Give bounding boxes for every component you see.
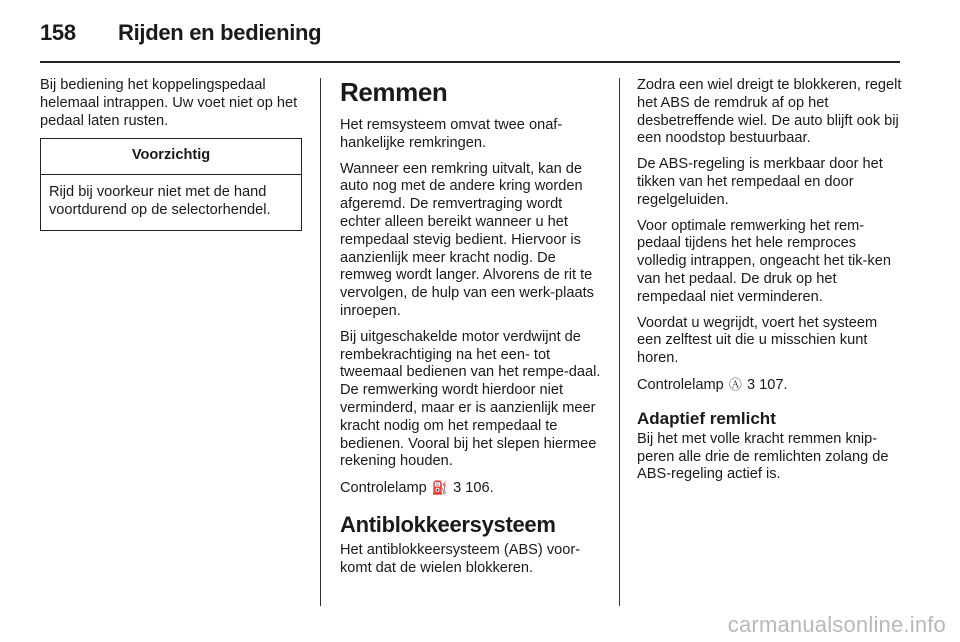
caution-body: Rijd bij voorkeur niet met de hand voortdurend op de selectorhendel. [49,184,271,218]
abs-lamp-icon: Ⓐ [728,376,742,392]
watermark: carmanualsonline.info [727,612,946,637]
brake-lamp-reference [340,479,604,498]
page-ref-arrow-icon: 3 [746,376,756,393]
page-number: 158 [40,20,76,45]
column-right [637,77,902,492]
column-divider-2 [619,78,620,606]
section-heading-abs: Antiblokkeersysteem [340,511,556,537]
adaptive-brake-light-paragraph: Bij het met volle kracht remmen knip-peren alle drie de remlichten zolang de ABS-regeling actief is. [637,430,889,483]
abs-paragraph-5: Voordat u wegrijdt, voert het systeem een zelftest uit die u misschien kunt horen. [637,314,878,367]
page-ref-number[interactable]: 107. [759,376,788,393]
lamp-label: Controlelamp [340,480,427,497]
section-heading-adaptive-brake-light: Adaptief remlicht [637,408,776,428]
brake-warning-lamp-icon: ⛽ [431,480,449,496]
brakes-paragraph-1: Het remsysteem omvat twee onaf-hankelijke remkringen. [340,117,563,151]
header-rule [40,61,900,63]
brakes-paragraph-3: Bij uitgeschakelde motor verdwijnt de rembekrachtiging na het een- tot tweemaal bedienen van het rempe-daal. De remwerking wordt hierdoor niet verminderd, maar er is aanzienlijk meer kracht nodig om het rempedaal te bedienen. Vooral bij het slepen hiermee rekening houden. [340,328,601,470]
page-title: Rijden en bediening [118,20,322,45]
brakes-paragraph-2: Wanneer een remkring uitvalt, kan de auto nog met de andere kring worden afgeremd. De remvertraging wordt echter alleen bereikt wanneer u het rempedaal stevig bedient. Hiervoor is aanzienlijk meer kracht nodig. De remweg wordt langer. Alvorens de rit te vervolgen, de hulp van een werk-plaats inroepen. [340,160,594,319]
abs-paragraph-3: De ABS-regeling is merkbaar door het tikken van het rempedaal en door regelgeluiden. [637,156,883,208]
caution-box [40,138,302,230]
column-middle [340,77,604,586]
abs-lamp-reference [637,376,902,395]
column-left [40,77,302,231]
caution-title: Voorzichtig [41,139,301,175]
page-header [40,20,900,60]
lamp-label: Controlelamp [637,376,724,393]
section-heading-remmen: Remmen [340,77,448,107]
abs-paragraph-1: Het antiblokkeersysteem (ABS) voor-komt dat de wielen blokkeren. [340,541,581,576]
clutch-paragraph: Bij bediening het koppelingspedaal helemaal intrappen. Uw voet niet op het pedaal laten rusten. [40,77,298,129]
page-ref-arrow-icon: 3 [453,480,462,497]
abs-paragraph-2: Zodra een wiel dreigt te blokkeren, regelt het ABS de remdruk af op het desbetreffende wiel. De auto blijft ook bij een noodstop bestuurbaar. [637,77,902,147]
abs-paragraph-4: Voor optimale remwerking het rem-pedaal tijdens het hele remproces volledig intrappen, ongeacht het tik-ken van het pedaal. De druk op het rempedaal niet verminderen. [637,217,891,305]
page-ref-number[interactable]: 106. [465,480,494,497]
column-divider-1 [320,78,321,606]
